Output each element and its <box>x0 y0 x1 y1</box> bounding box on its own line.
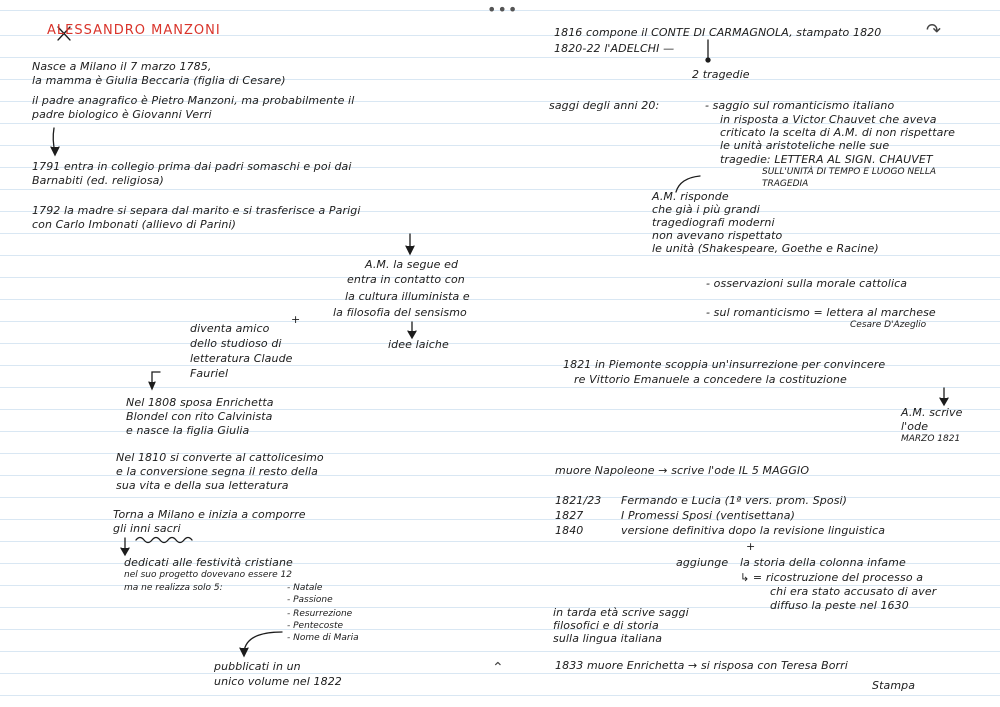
birth-line-4: padre biologico è Giovanni Verri <box>32 108 212 121</box>
hymn-list-item: - Nome di Maria <box>287 633 359 643</box>
essay1-line-6: SULL'UNITÀ DI TEMPO E LUOGO NELLA <box>762 167 936 177</box>
convert-line-1: Nel 1810 si converte al cattolicesimo <box>116 451 324 464</box>
essay1-line-3: criticato la scelta di A.M. di non rispettare <box>720 126 955 139</box>
romanticism-line-2: Cesare D'Azeglio <box>850 320 927 330</box>
piemonte-line-1: 1821 in Piemonte scoppia un'insurrezione per convincere <box>563 358 886 371</box>
more-options-icon[interactable]: ••• <box>487 0 519 19</box>
hymns-line-2: nel suo progetto dovevano essere 12 <box>124 570 292 580</box>
colonna-line: la storia della colonna infame <box>740 556 906 569</box>
adds-label: aggiunge <box>676 556 729 569</box>
page-title: ALESSANDRO MANZONI <box>47 23 221 38</box>
hymns-line-1: dedicati alle festività cristiane <box>124 556 293 569</box>
piemonte-line-2: re Vittorio Emanuele a concedere la costituzione <box>574 373 847 386</box>
essay1-line-5: tragedie: LETTERA AL SIGN. CHAUVET <box>720 153 933 166</box>
marriage-line-2: Blondel con rito Calvinista <box>126 410 273 423</box>
tragedies-label: 2 tragedie <box>692 68 750 81</box>
reply-line-2: che già i più grandi <box>652 203 760 216</box>
marriage-line-1: Nel 1808 sposa Enrichetta <box>126 396 274 409</box>
fl-year: 1821/23 <box>555 494 602 507</box>
napoleon-line: muore Napoleone → scrive l'ode IL 5 MAGGIO <box>555 464 810 477</box>
birth-line-2: la mamma è Giulia Beccaria (figlia di Cesare) <box>32 74 286 87</box>
adelchi-line: 1820-22 l'ADELCHI — <box>554 42 675 55</box>
chevron-up-icon[interactable]: ⌃ <box>492 660 504 676</box>
process-line-3: diffuso la peste nel 1630 <box>770 599 909 612</box>
follow-line-4: la filosofia del sensismo <box>333 306 467 319</box>
hymn-list-item: - Pentecoste <box>287 621 344 631</box>
fauriel-line-2: dello studioso di <box>190 337 282 350</box>
arrowhead-stroke <box>121 548 129 555</box>
romanticism-line-1: - sul romanticismo = lettera al marchese <box>706 306 936 319</box>
moral-line: - osservazioni sulla morale cattolica <box>706 277 908 290</box>
birth-line-1: Nasce a Milano il 7 marzo 1785, <box>32 60 212 73</box>
marzo-line-3: MARZO 1821 <box>901 434 961 444</box>
def-text: versione definitiva dopo la revisione linguistica <box>621 524 886 537</box>
plus-sign: + <box>291 313 301 326</box>
college-line-1: 1791 entra in collegio prima dai padri somaschi e poi dai <box>32 160 352 173</box>
fl-text: Fermando e Lucia (1ª vers. prom. Sposi) <box>621 494 848 507</box>
reply-line-4: non avevano rispettato <box>652 229 783 242</box>
essay1-line-1: - saggio sul romanticismo italiano <box>705 99 895 112</box>
paris-line-2: con Carlo Imbonati (allievo di Parini) <box>32 218 237 231</box>
reply-line-3: tragediografi moderni <box>652 216 775 229</box>
essay1-line-2: in risposta a Victor Chauvet che aveva <box>720 113 937 126</box>
birth-line-3: il padre anagrafico è Pietro Manzoni, ma probabilmente il <box>32 94 355 107</box>
carmagnola-line: 1816 compone il CONTE DI CARMAGNOLA, stampato 1820 <box>554 26 882 39</box>
convert-line-2: e la conversione segna il resto della <box>116 465 319 478</box>
late-line-1: in tarda età scrive saggi <box>553 606 689 619</box>
fauriel-line-1: diventa amico <box>190 322 270 335</box>
death-line: 1833 muore Enrichetta → si risposa con Teresa Borri <box>555 659 848 672</box>
stampa-word: Stampa <box>872 679 916 692</box>
arrowhead-stroke <box>406 246 414 254</box>
hymn-list-item: - Natale <box>287 583 323 593</box>
essay1-line-4: le unità aristoteliche nelle sue <box>720 139 890 152</box>
hymn-list-item: - Passione <box>287 595 333 605</box>
late-line-2: filosofici e di storia <box>553 619 659 632</box>
paris-line-1: 1792 la madre si separa dal marito e si trasferisce a Parigi <box>32 204 361 217</box>
process-line-2: chi era stato accusato di aver <box>770 585 937 598</box>
marzo-line-2: l'ode <box>901 420 929 433</box>
published-line-2: unico volume nel 1822 <box>214 675 342 688</box>
college-line-2: Barnabiti (ed. religiosa) <box>32 174 164 187</box>
fauriel-line-3: letteratura Claude <box>190 352 293 365</box>
squiggle-stroke <box>136 538 192 543</box>
published-line-1: pubblicati in un <box>214 660 301 673</box>
arrowhead-stroke <box>149 382 155 389</box>
redo-icon[interactable]: ↷ <box>926 20 942 41</box>
arrowhead-stroke <box>240 648 248 656</box>
process-line-1: ↳ = ricostruzione del processo a <box>740 571 924 584</box>
plus-sign: + <box>746 540 756 553</box>
essay1-line-7: TRAGEDIA <box>762 179 809 189</box>
arrowhead-stroke <box>408 331 416 338</box>
follow-line-3: la cultura illuminista e <box>345 290 470 303</box>
follow-line-2: entra in contatto con <box>347 273 465 286</box>
arrowhead-stroke <box>51 147 59 155</box>
hymns-line-3: ma ne realizza solo 5: <box>124 583 223 593</box>
arrowhead-stroke <box>940 398 948 405</box>
milan-line-1: Torna a Milano e inizia a comporre <box>113 508 306 521</box>
convert-line-3: sua vita e della sua letteratura <box>116 479 289 492</box>
arrow-stroke <box>244 632 282 652</box>
pr-text: I Promessi Sposi (ventisettana) <box>621 509 795 522</box>
milan-line-2: gli inni sacri <box>113 522 181 535</box>
pr-year: 1827 <box>555 509 584 522</box>
marriage-line-3: e nasce la figlia Giulia <box>126 424 250 437</box>
ideas-text: idee laiche <box>388 338 449 351</box>
def-year: 1840 <box>555 524 584 537</box>
essays-label: saggi degli anni 20: <box>549 99 660 112</box>
dot-stroke <box>706 58 710 62</box>
fauriel-line-4: Fauriel <box>190 367 229 380</box>
reply-line-1: A.M. risponde <box>652 190 729 203</box>
hymn-list-item: - Resurrezione <box>287 609 353 619</box>
reply-line-5: le unità (Shakespeare, Goethe e Racine) <box>652 242 879 255</box>
late-line-3: sulla lingua italiana <box>553 632 663 645</box>
follow-line-1: A.M. la segue ed <box>365 258 459 271</box>
marzo-line-1: A.M. scrive <box>901 406 963 419</box>
